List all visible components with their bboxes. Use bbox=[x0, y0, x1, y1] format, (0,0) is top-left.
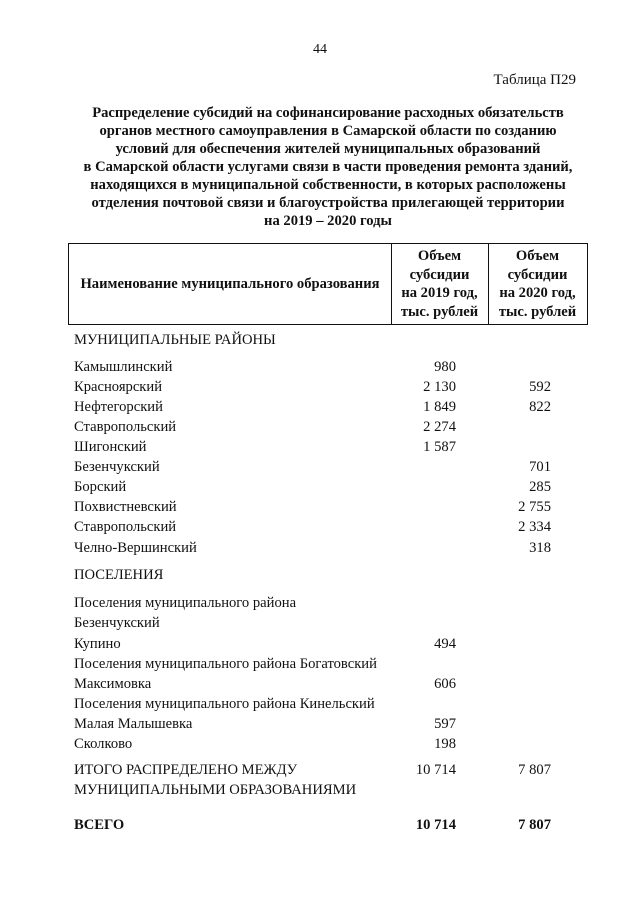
table-label: Таблица П29 bbox=[493, 72, 576, 88]
subtotal-row-continued: МУНИЦИПАЛЬНЫМИ ОБРАЗОВАНИЯМИ bbox=[74, 782, 357, 798]
table-row: Малая Малышевка 597 bbox=[74, 716, 456, 732]
table-row: Нефтегорский 1 849 822 bbox=[74, 399, 551, 415]
title-line: органов местного самоуправления в Самарской области по созданию bbox=[99, 123, 557, 139]
total-row: ВСЕГО 10 714 7 807 bbox=[74, 817, 551, 833]
title-line: условий для обеспечения жителей муниципальных образований bbox=[115, 141, 541, 157]
header-2020-column: Объем субсидии на 2020 год, тыс. рублей bbox=[498, 248, 577, 320]
title-line: находящихся в муниципальной собственности, в которых расположены bbox=[90, 177, 566, 193]
table-row: Поселения муниципального района Богатовский bbox=[74, 656, 377, 672]
page-number: 44 bbox=[313, 42, 327, 57]
section-heading-settlements: ПОСЕЛЕНИЯ bbox=[74, 567, 164, 583]
section-heading-districts: МУНИЦИПАЛЬНЫЕ РАЙОНЫ bbox=[74, 332, 276, 348]
title-line: Распределение субсидий на софинансирование расходных обязательств bbox=[92, 105, 564, 121]
table-row: Похвистневский 2 755 bbox=[74, 499, 551, 515]
header-2019-column: Объем субсидии на 2019 год, тыс. рублей bbox=[391, 244, 489, 324]
table-row: Красноярский 2 130 592 bbox=[74, 379, 551, 395]
table-row: Шигонский 1 587 bbox=[74, 439, 456, 455]
table-row: Максимовка 606 bbox=[74, 676, 456, 692]
table-row: Челно-Вершинский 318 bbox=[74, 540, 551, 556]
title-line: в Самарской области услугами связи в части проведения ремонта зданий, bbox=[83, 159, 573, 175]
title-line: на 2019 – 2020 годы bbox=[264, 213, 392, 229]
table-row: Поселения муниципального района Кинельский bbox=[74, 696, 375, 712]
table-row: Купино 494 bbox=[74, 636, 456, 652]
title-line: отделения почтовой связи и благоустройства прилегающей территории bbox=[91, 195, 565, 211]
table-row: Сколково 198 bbox=[74, 736, 456, 752]
subtotal-row: ИТОГО РАСПРЕДЕЛЕНО МЕЖДУ 10 714 7 807 bbox=[74, 762, 551, 778]
table-row: Борский 285 bbox=[74, 479, 551, 495]
header-name-column: Наименование муниципального образования bbox=[69, 244, 392, 324]
table-row: Безенчукский 701 bbox=[74, 459, 551, 475]
table-row: Безенчукский bbox=[74, 615, 160, 631]
table-row: Ставропольский 2 274 bbox=[74, 419, 456, 435]
table-row: Поселения муниципального района bbox=[74, 595, 297, 611]
table-row: Камышлинский 980 bbox=[74, 359, 456, 375]
table-row: Ставропольский 2 334 bbox=[74, 519, 551, 535]
document-title bbox=[70, 104, 586, 230]
table-header bbox=[68, 243, 588, 325]
